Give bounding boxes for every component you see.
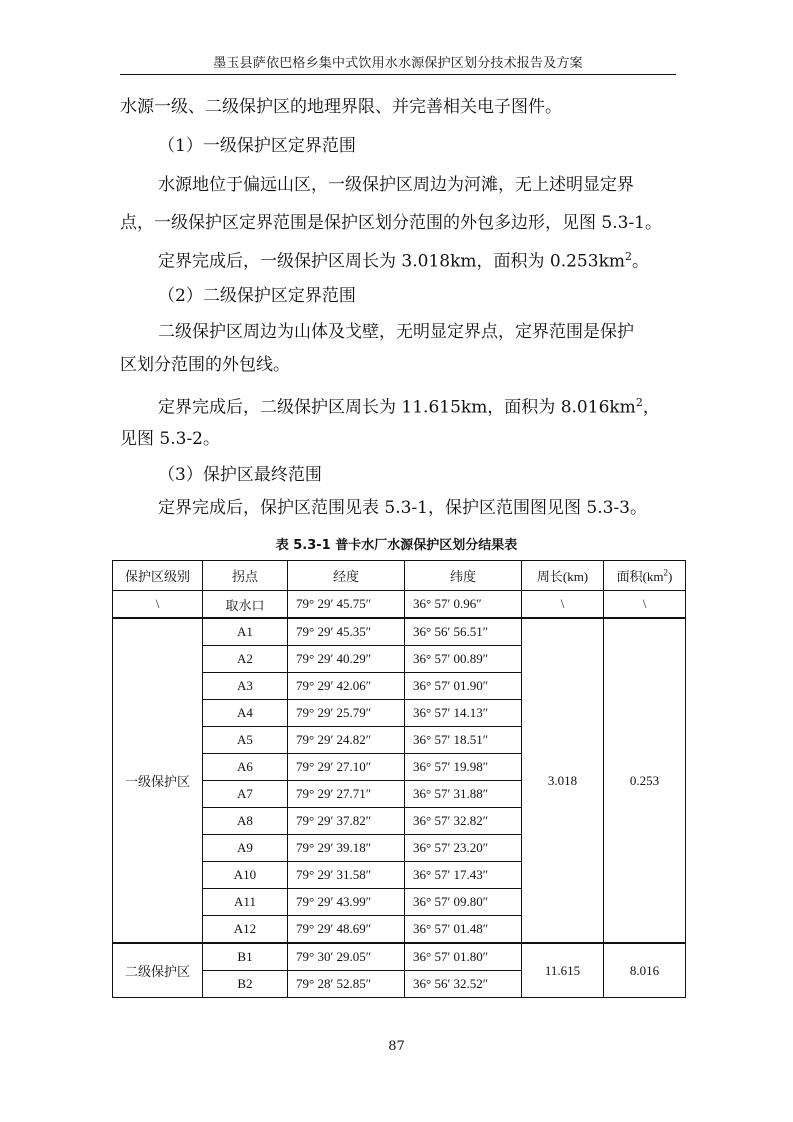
header-area-close: ): [668, 569, 673, 584]
section-heading-final: （3）保护区最终范围: [158, 465, 322, 485]
intake-longitude: 79° 29′ 45.75″: [288, 591, 405, 619]
latitude-value: 36° 57′ 23.20″: [405, 835, 522, 862]
header-area-superscript: 2: [663, 567, 669, 578]
header-rule: [120, 74, 676, 75]
level1-result-superscript: 2: [625, 250, 632, 263]
point-label: A6: [203, 754, 288, 781]
paragraph-level2-line1: 二级保护区周边为山体及戈壁，无明显定界点，定界范围是保护: [158, 322, 634, 342]
header-level: 保护区级别: [113, 561, 203, 591]
level2-result-text: 定界完成后，二级保护区周长为 11.615km，面积为 8.016km: [158, 397, 636, 418]
level2-area: 8.016: [604, 943, 686, 998]
latitude-value: 36° 57′ 01.48″: [405, 916, 522, 944]
paragraph-level1-line1: 水源地位于偏远山区，一级保护区周边为河滩，无上述明显定界: [158, 175, 634, 195]
longitude-value: 79° 29′ 37.82″: [288, 808, 405, 835]
table-row-intake: [113, 591, 686, 619]
level1-perimeter: 3.018: [522, 618, 604, 943]
longitude-value: 79° 29′ 25.79″: [288, 700, 405, 727]
level2-rows: [113, 943, 686, 998]
intake-level: \: [113, 591, 203, 619]
point-label: B1: [203, 943, 288, 971]
point-label: A12: [203, 916, 288, 944]
level1-rows: [113, 618, 686, 943]
header-longitude: 经度: [288, 561, 405, 591]
longitude-value: 79° 29′ 39.18″: [288, 835, 405, 862]
latitude-value: 36° 56′ 32.52″: [405, 971, 522, 998]
level2-result-end: ，: [642, 397, 660, 418]
level1-level-name: 一级保护区: [113, 618, 203, 943]
latitude-value: 36° 57′ 18.51″: [405, 727, 522, 754]
latitude-value: 36° 57′ 17.43″: [405, 862, 522, 889]
point-label: A7: [203, 781, 288, 808]
paragraph-level2-figure-ref: 见图 5.3-2。: [120, 429, 220, 449]
latitude-value: 36° 57′ 14.13″: [405, 700, 522, 727]
point-label: A4: [203, 700, 288, 727]
level1-result-text: 定界完成后，一级保护区周长为 3.018km，面积为 0.253km: [158, 251, 625, 272]
section-heading-level2: （2）二级保护区定界范围: [158, 286, 356, 306]
paragraph-level1-line2: 点，一级保护区定界范围是保护区划分范围的外包多边形，见图 5.3-1。: [120, 213, 662, 233]
latitude-value: 36° 57′ 00.89″: [405, 646, 522, 673]
table-header-row: [113, 561, 686, 591]
latitude-value: 36° 57′ 32.82″: [405, 808, 522, 835]
header-area: [604, 561, 686, 591]
page-number: 87: [388, 1039, 405, 1054]
longitude-value: 79° 29′ 27.10″: [288, 754, 405, 781]
point-label: A8: [203, 808, 288, 835]
longitude-value: 79° 30′ 29.05″: [288, 943, 405, 971]
point-label: B2: [203, 971, 288, 998]
point-label: A3: [203, 673, 288, 700]
table-row: [113, 618, 686, 646]
level2-result-superscript: 2: [635, 396, 643, 409]
results-table: [112, 560, 686, 998]
point-label: A9: [203, 835, 288, 862]
header-point: 拐点: [203, 561, 288, 591]
paragraph-level2-line2: 区划分范围的外包线。: [120, 355, 290, 375]
longitude-value: 79° 29′ 27.71″: [288, 781, 405, 808]
longitude-value: 79° 29′ 31.58″: [288, 862, 405, 889]
header-area-text: 面积(km: [616, 569, 664, 584]
paragraph-continued: 水源一级、二级保护区的地理界限、并完善相关电子图件。: [120, 97, 562, 117]
level2-level-name: 二级保护区: [113, 943, 203, 998]
running-header: 墨玉县萨依巴格乡集中式饮用水水源保护区划分技术报告及方案: [213, 56, 583, 71]
point-label: A2: [203, 646, 288, 673]
level2-perimeter: 11.615: [522, 943, 604, 998]
point-label: A1: [203, 618, 288, 646]
intake-latitude: 36° 57′ 0.96″: [405, 591, 522, 619]
level1-result-end: 。: [632, 251, 649, 272]
header-latitude: 纬度: [405, 561, 522, 591]
level1-area: 0.253: [604, 618, 686, 943]
paragraph-level2-result: [158, 392, 718, 419]
latitude-value: 36° 57′ 19.98″: [405, 754, 522, 781]
intake-area: \: [604, 591, 686, 619]
longitude-value: 79° 28′ 52.85″: [288, 971, 405, 998]
intake-perimeter: \: [522, 591, 604, 619]
latitude-value: 36° 57′ 01.80″: [405, 943, 522, 971]
latitude-value: 36° 57′ 31.88″: [405, 781, 522, 808]
latitude-value: 36° 57′ 09.80″: [405, 889, 522, 916]
latitude-value: 36° 56′ 56.51″: [405, 618, 522, 646]
table-caption: 表 5.3-1 普卡水厂水源保护区划分结果表: [275, 538, 518, 553]
longitude-value: 79° 29′ 24.82″: [288, 727, 405, 754]
longitude-value: 79° 29′ 42.06″: [288, 673, 405, 700]
intake-point: 取水口: [203, 591, 288, 619]
table-row: [113, 943, 686, 971]
point-label: A11: [203, 889, 288, 916]
longitude-value: 79° 29′ 48.69″: [288, 916, 405, 944]
header-perimeter: 周长(km): [522, 561, 604, 591]
point-label: A10: [203, 862, 288, 889]
paragraph-final: 定界完成后，保护区范围见表 5.3-1，保护区范围图见图 5.3-3。: [158, 498, 647, 518]
point-label: A5: [203, 727, 288, 754]
longitude-value: 79° 29′ 45.35″: [288, 618, 405, 646]
section-heading-level1: （1）一级保护区定界范围: [158, 136, 356, 156]
longitude-value: 79° 29′ 40.29″: [288, 646, 405, 673]
latitude-value: 36° 57′ 01.90″: [405, 673, 522, 700]
longitude-value: 79° 29′ 43.99″: [288, 889, 405, 916]
paragraph-level1-result: [158, 246, 718, 273]
